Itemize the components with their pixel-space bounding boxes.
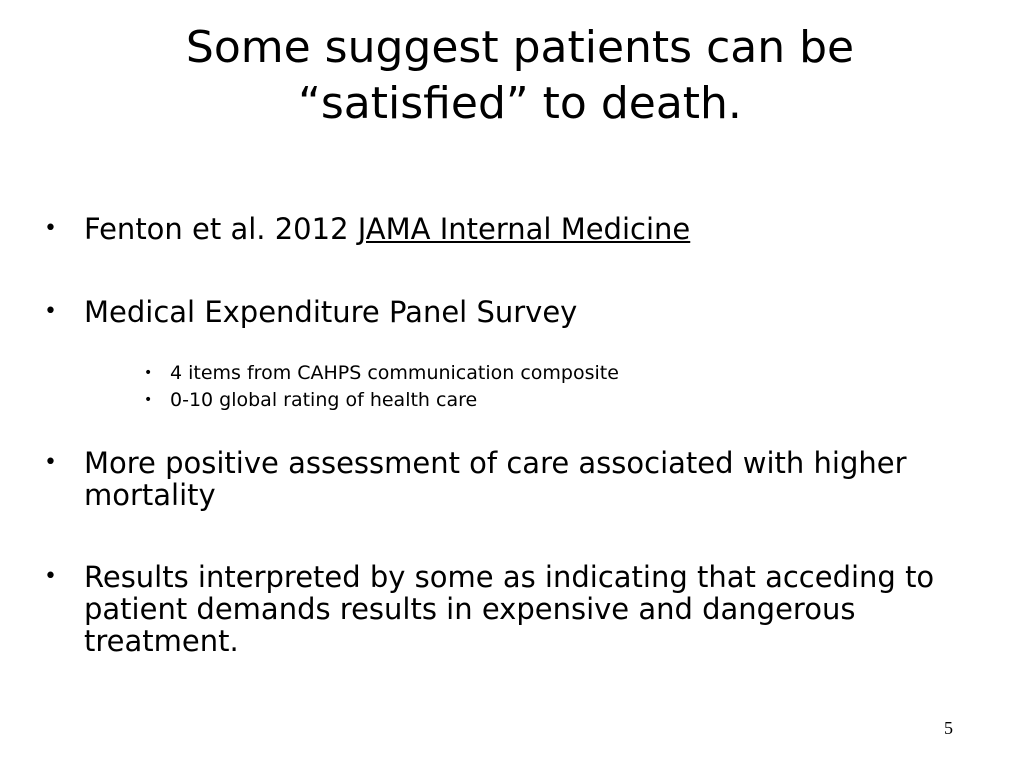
bullet-text: Medical Expenditure Panel Survey <box>84 295 578 329</box>
bullet-marker: • <box>44 450 57 475</box>
bullet-marker: • <box>44 299 57 324</box>
title-line-2: “satisfied” to death. <box>298 78 742 129</box>
bullet-survey <box>44 296 1004 328</box>
sub-bullet-rating <box>144 387 944 413</box>
bullet-text: More positive assessment of care associated with higher mortality <box>84 446 907 512</box>
sub-bullet-text: 4 items from CAHPS communication composite <box>170 362 619 384</box>
bullet-marker: • <box>44 216 57 241</box>
title-line-1: Some suggest patients can be <box>185 22 855 73</box>
bullet-text <box>84 213 1004 245</box>
page-number: 5 <box>944 718 953 738</box>
bullet-citation <box>44 213 1004 245</box>
bullet-interpretation <box>44 561 1004 657</box>
citation-authors: Fenton et al. 2012 <box>84 212 358 246</box>
journal-name: JAMA Internal Medicine <box>357 212 691 246</box>
slide-title <box>60 20 980 132</box>
sub-bullet-marker: • <box>144 392 153 408</box>
bullet-text: Results interpreted by some as indicating that acceding to patient demands results in expensive and dangerous treatment. <box>84 560 935 658</box>
bullet-mortality <box>44 447 1004 511</box>
sub-bullet-marker: • <box>144 365 153 381</box>
sub-bullet-cahps <box>144 360 944 386</box>
bullet-marker: • <box>44 564 57 589</box>
sub-bullet-text: 0-10 global rating of health care <box>170 389 478 411</box>
